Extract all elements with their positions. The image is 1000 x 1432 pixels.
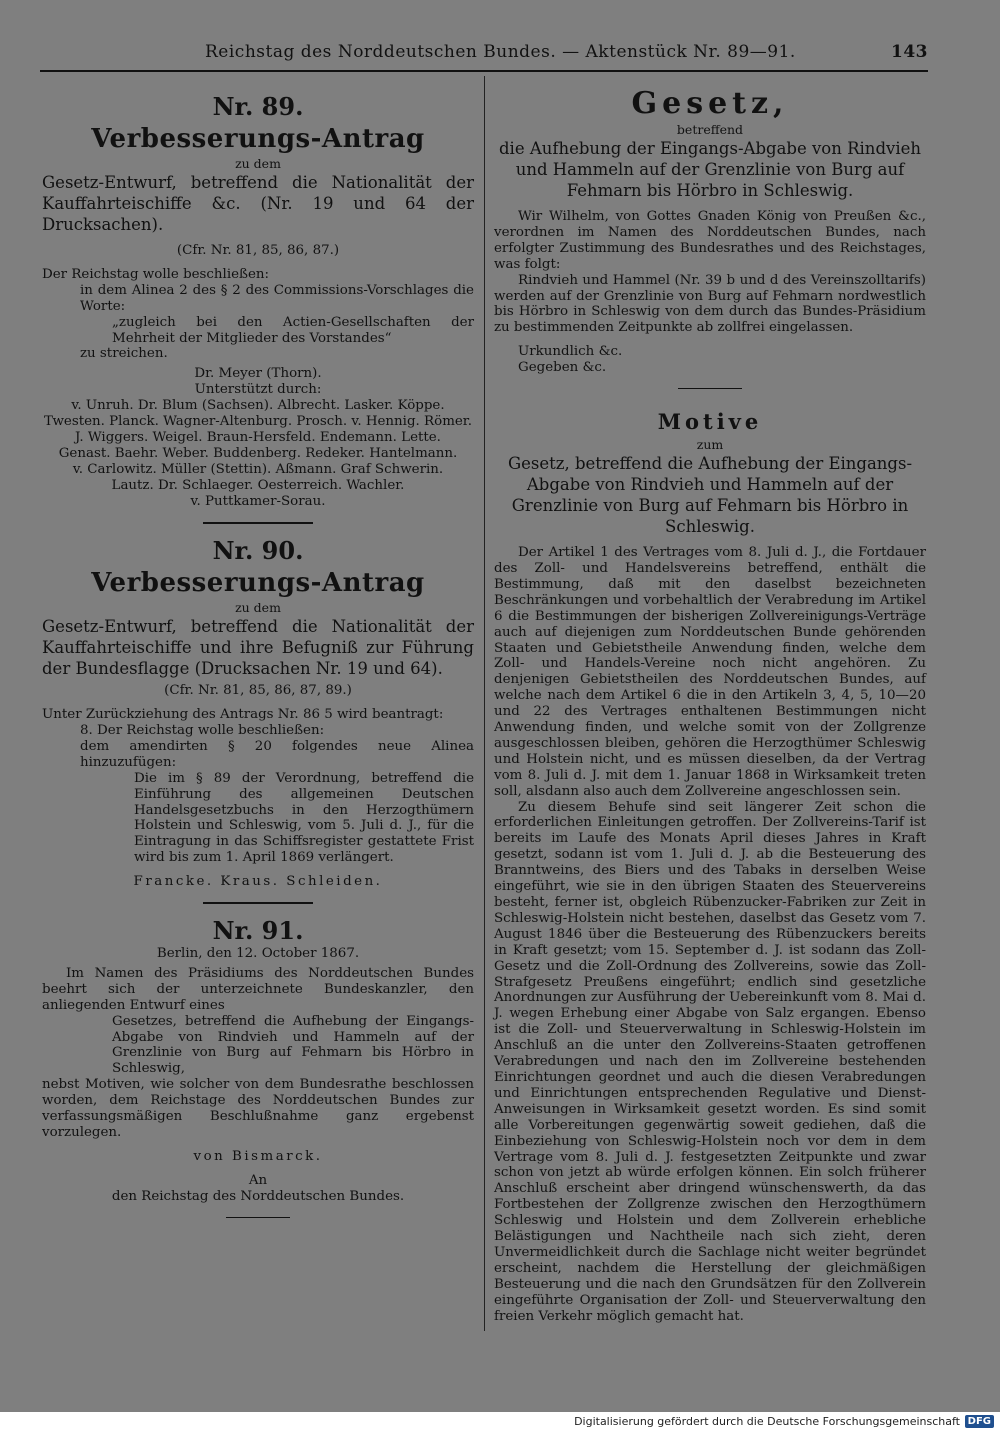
section-end-rule <box>226 1217 290 1218</box>
signers: Francke. Kraus. Schleiden. <box>133 874 383 890</box>
betreffend-label: betreffend <box>676 122 744 137</box>
section-motive <box>494 407 926 1324</box>
dateline: Berlin, den 12. October 1867. <box>156 946 360 962</box>
funding-credit: Digitalisierung gefördert durch die Deutsche Forschungsgemeinschaft <box>574 1415 960 1428</box>
supporters-line: Lautz. Dr. Schlaeger. Oesterreich. Wachler. <box>111 478 405 494</box>
supporters-line: J. Wiggers. Weigel. Braun-Hersfeld. Endemann. Lette. <box>75 430 441 446</box>
motion-intro: Der Reichstag wolle beschließen: <box>42 266 270 282</box>
motion-intro: Unter Zurückziehung des Antrags Nr. 86 5 wird beantragt: <box>42 707 444 723</box>
gesetz-preamble: Wir Wilhelm, von Gottes Gnaden König von Preußen &c., verordnen im Namen des Norddeutschen Bundes, nach erfolgter Zustimmung des Bundesrathes und des Reichstages, was folgt: <box>494 209 926 272</box>
motion-point: 8. Der Reichstag wolle beschließen: <box>80 722 325 738</box>
section-divider <box>203 522 313 524</box>
motive-paragraph: Der Artikel 1 des Vertrages vom 8. Juli d. J., die Fortdauer des Zoll- und Handelsvereins betreffend, enthält die Bestimmung, daß mit den daselbst bezeichneten Beschränkungen und vorbehaltlich der Verabredung im Artikel 6 die Bestimmungen der bisherigen Zollvereinigungs-Verträge auch auf diejenigen zum Norddeutschen Bunde gehörenden Staaten und Gebietstheile Anwendung finden, welche dem Zoll- und Handels-Vereine noch nicht angehören. Zu denjenigen Gebietstheilen des Norddeutschen Bundes, auf welche nach dem Artikel 6 die in den Artikeln 3, 4, 5, 10—20 und 22 des Vertrages enthaltenen Bestimmungen nicht Anwendung finden, und welche somit von der Zollgrenze ausgeschlossen bleiben, gehören die Herzogthümer Schleswig und Holstein nicht, und es müssen dieselben, da der Vertrag vom 8. Juli d. J. mit dem 1. Januar 1868 in Wirksamkeit treten soll, alsdann also auch dem Zollvereine angeschlossen sein. <box>494 545 926 799</box>
section-number: Nr. 90. <box>212 536 304 566</box>
cfr-reference: (Cfr. Nr. 81, 85, 86, 87, 89.) <box>164 683 352 699</box>
letter-addressee: den Reichstag des Norddeutschen Bundes. <box>111 1188 405 1204</box>
letter-body: Im Namen des Präsidiums des Norddeutschen Bundes beehrt sich der unterzeichnete Bundeskanzler, den anliegenden Entwurf eines <box>42 965 474 1013</box>
supporters-list <box>42 398 474 510</box>
dfg-logo: DFG <box>965 1415 994 1428</box>
zu-dem-label: zu dem <box>235 156 281 171</box>
supported-by-label: Unterstützt durch: <box>194 382 322 398</box>
section-nr-91 <box>42 916 474 1218</box>
motive-title: Motive <box>657 409 763 435</box>
zu-dem-label: zu dem <box>235 600 281 616</box>
supporters-line: Twesten. Planck. Wagner-Altenburg. Prosch. v. Hennig. Römer. <box>43 414 472 430</box>
letter-an: An <box>248 1172 268 1188</box>
column-divider <box>484 76 485 1331</box>
section-divider <box>203 902 313 904</box>
header-rule <box>40 70 928 72</box>
gesetz-article: Rindvieh und Hammel (Nr. 39 b und d des Vereinszolltarifs) werden auf der Grenzlinie von Burg auf Fehmarn nordwestlich bis Hörbro in Schleswig von dem durch das Bundes-Präsidium zu bestimmenden Zeitpunkte ab zollfrei eingelassen. <box>494 272 926 336</box>
section-subject: Gesetz-Entwurf, betreffend die Nationalität der Kauffahrteischiffe und ihre Befugniß zur Führung der Bundesflagge (Drucksachen Nr. 19 und 64). <box>42 617 474 679</box>
section-title: Verbesserungs-Antrag <box>91 124 425 154</box>
section-subject: Gesetz-Entwurf, betreffend die Nationalität der Kauffahrteischiffe &c. (Nr. 19 und 64 der Drucksachen). <box>42 173 474 234</box>
supporters-line: Genast. Baehr. Weber. Buddenberg. Redeker. Hantelmann. <box>58 446 458 462</box>
footer-bar <box>0 1412 1000 1432</box>
page-number: 143 <box>891 42 928 62</box>
left-column <box>42 86 474 1230</box>
supporters-line: v. Puttkamer-Sorau. <box>190 494 326 510</box>
motion-quote: Die im § 89 der Verordnung, betreffend die Einführung des allgemeinen Deutschen Handelsgesetzbuchs in den Herzogthümern Holstein und Schleswig, vom 5. Juli d. J., für die Eintragung in das Schiffsregister gestattete Frist wird bis zum 1. April 1869 verlängert. <box>134 770 474 866</box>
supporters-line: v. Unruh. Dr. Blum (Sachsen). Albrecht. Lasker. Köppe. <box>71 398 445 414</box>
running-title: Reichstag des Norddeutschen Bundes. — Aktenstück Nr. 89—91. <box>205 42 796 62</box>
gesetz-subject: die Aufhebung der Eingangs-Abgabe von Rindvieh und Hammeln auf der Grenzlinie von Burg auf Fehmarn bis Hörbro in Schleswig. <box>498 139 921 200</box>
letter-body-cont: nebst Motiven, wie solcher von dem Bundesrathe beschlossen worden, dem Reichstage des Norddeutschen Bundes zur verfassungsmäßigen Beschlußnahme ganz ergebenst vorzulegen. <box>42 1077 474 1140</box>
cfr-reference: (Cfr. Nr. 81, 85, 86, 87.) <box>176 243 340 258</box>
signer: Dr. Meyer (Thorn). <box>194 366 322 382</box>
motive-paragraph: Zu diesem Behufe sind seit längerer Zeit schon die erforderlichen Einleitungen getroffen. Der Zollvereins-Tarif ist bereits im Laufe des Monats April dieses Jahres in Kraft gesetzt, sodann ist vom 1. Juli d. J. ab die Besteuerung des Branntweins, des Biers und des Tabaks in derselben Weise eingeführt, wie sie in den übrigen Staaten des Steuervereins besteht, ferner ist, obgleich Rübenzucker-Fabriken zur Zeit in Schleswig-Holstein nicht bestehen, daselbst das Gesetz vom 7. August 1846 über die Besteuerung des Rübenzuckers bereits in Kraft gesetzt; vom 15. September d. J. ist sodann das Zoll-Gesetz und die Zoll-Ordnung des Zollvereins, sowie das Zoll-Strafgesetz Preußens eingeführt; endlich sind gesetzliche Anordnungen zur Ausführung der Uebereinkunft vom 8. Mai d. J. wegen Erhebung einer Abgabe von Salz ergangen. Ebenso ist die Zoll- und Steuerverwaltung in Schleswig-Holstein im Anschluß an die unter den Zollvereins-Staaten getroffenen Verabredungen und nach den im Zollvereine bestehenden Einrichtungen geordnet und auch die diesen Verabredungen und Einrichtungen entsprechenden Regulative und Dienst-Anweisungen in Wirksamkeit gesetzt worden. Es sind somit alle Vorbereitungen gegenwärtig soweit gediehen, daß die Einbeziehung von Schleswig-Holstein noch vor dem in dem Vertrage vom 8. Juli d. J. festgesetzten Zeitpunkte und zwar schon von jetzt ab würde erfolgen können. Ein solch früherer Anschluß erscheint aber dringend wünschenswerth, da das Fortbestehen der Zollgrenze zwischen den Herzogthümern Schleswig und Holstein und dem Zollverein erhebliche Belästigungen und Nachtheile nach sich zieht, deren Unvermeidlichkeit durch die Sachlage nicht weiter begründet erscheint, nachdem die Herstellung der gleichmäßigen Besteuerung und die nach den Grundsätzen für den Zollverein eingeführte Organisation der Zoll- und Steuerverwaltung den freien Verkehr möglich gemacht hat. <box>494 799 926 1324</box>
letter-signer: von Bismarck. <box>193 1148 323 1164</box>
section-nr-90 <box>42 536 474 890</box>
section-gesetz <box>494 86 926 376</box>
gesetz-gegeben: Gegeben &c. <box>518 360 607 376</box>
motion-streichen: zu streichen. <box>80 346 168 362</box>
section-nr-89 <box>42 92 474 510</box>
gesetz-title: Gesetz, <box>631 86 789 121</box>
right-column <box>494 86 926 1324</box>
letter-quote: Gesetzes, betreffend die Aufhebung der Eingangs-Abgabe von Rindvieh und Hammeln auf der Grenzlinie von Burg auf Fehmarn bis Hörbro in Schleswig, <box>112 1013 474 1077</box>
section-number: Nr. 91. <box>212 916 304 946</box>
gesetz-urkundlich: Urkundlich &c. <box>518 344 623 360</box>
section-title: Verbesserungs-Antrag <box>91 568 425 599</box>
motion-quote: „zugleich bei den Actien-Gesellschaften der Mehrheit der Mitglieder des Vorstandes“ <box>112 314 474 346</box>
page-header <box>40 42 928 70</box>
section-divider <box>678 388 742 389</box>
supporters-line: v. Carlowitz. Müller (Stettin). Aßmann. Graf Schwerin. <box>72 462 444 478</box>
section-number: Nr. 89. <box>212 92 304 121</box>
motive-subject: Gesetz, betreffend die Aufhebung der Eingangs-Abgabe von Rindvieh und Hammeln auf der Grenzlinie von Burg auf Fehmarn bis Hörbro in Schleswig. <box>507 454 913 537</box>
motion-point-text: dem amendirten § 20 folgendes neue Alinea hinzuzufügen: <box>80 738 474 770</box>
motion-item: in dem Alinea 2 des § 2 des Commissions-Vorschlages die Worte: <box>80 282 474 314</box>
zum-label: zum <box>696 437 724 453</box>
